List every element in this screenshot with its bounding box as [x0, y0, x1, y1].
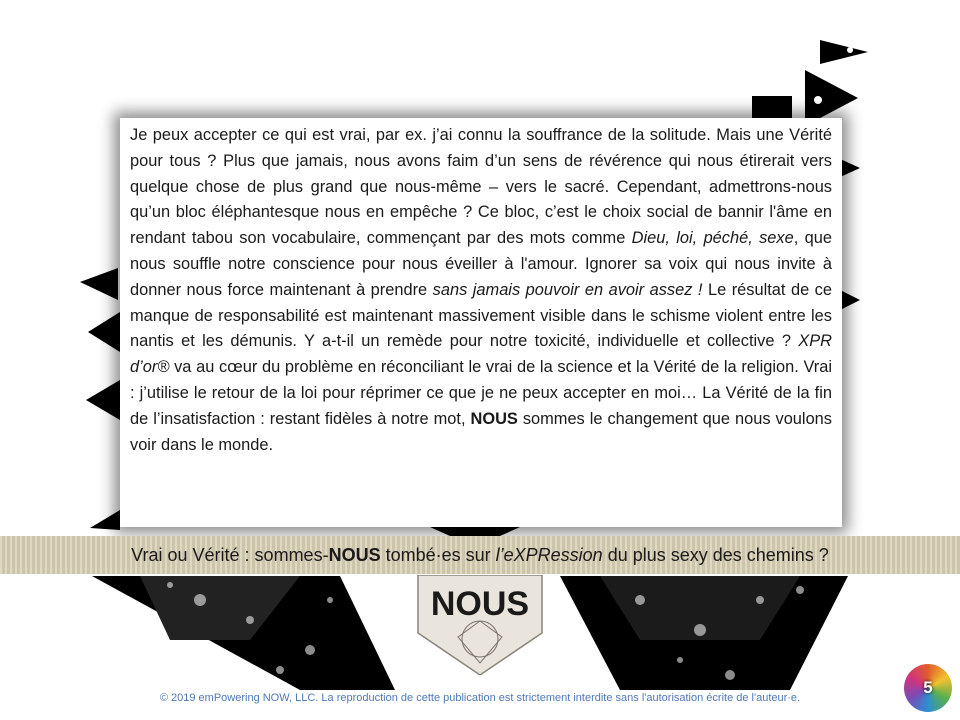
main-paragraph	[130, 123, 832, 458]
caption-run: Vrai ou Vérité : sommes-	[131, 544, 329, 565]
caption-run: l’eXPRession	[495, 544, 603, 565]
caption-band	[0, 536, 960, 574]
caption-text	[131, 545, 829, 566]
slide-number-badge	[904, 664, 952, 712]
paragraph-run: Je peux accepter ce qui est vrai, par ex. j’ai connu la souffrance de la solitude. Mais une Vérité pour tous ? Plus que jamais, nous avons faim d’un sens de révérence qui nous étirerait vers quelque chose de plus grand que nous-même – vers le sacré. Cependant, admettrons-nous qu’un bloc éléphantesque nous en empêche ? Ce bloc, c’est le choix social de bannir l'âme en rendant tabou son vocabulaire, commençant par des mots comme	[130, 126, 832, 248]
caption-run: du plus sexy des chemins ?	[602, 544, 829, 565]
paragraph-run: sommes le changement que nous voulons voir dans le monde.	[130, 409, 832, 454]
paragraph-run: XPR d’or®	[130, 332, 832, 377]
slide-number: 5	[923, 678, 933, 697]
copyright-footer: © 2019 emPowering NOW, LLC. La reproduction de cette publication est strictement interdite sans l'autorisation écrite de l'auteur·e.	[159, 692, 801, 704]
paragraph-run: sans jamais pouvoir en avoir assez !	[432, 280, 703, 299]
paragraph-run: , que nous souffle notre conscience pour nous éveiller à l'amour. Ignorer sa voix qui nous invite à donner nous force maintenant à prendre	[130, 229, 832, 299]
emblem-label: NOUS	[430, 585, 530, 623]
caption-run: NOUS	[328, 544, 381, 565]
nous-emblem	[416, 575, 544, 675]
caption-run: tombé·es sur	[380, 544, 496, 565]
main-text-box	[120, 118, 842, 527]
paragraph-run: Dieu, loi, péché, sexe	[631, 229, 794, 248]
left-shapes	[80, 268, 120, 530]
paragraph-run: va au cœur du problème en réconciliant le vrai de la science et la Vérité de la religion. Vrai : j’utilise le retour de la loi pour réprimer ce que je ne peux accepter en moi… La Vérité de la fin de l’insatisfaction : restant fidèles à notre mot,	[130, 358, 832, 428]
paragraph-run: NOUS	[470, 409, 518, 428]
paragraph-run: Le résultat de ce manque de responsabilité est maintenant massivement visible dans le schisme violent entre les nantis et les démunis. Y a-t-il un remède pour notre toxicité, individuelle et collective ?	[130, 280, 832, 351]
